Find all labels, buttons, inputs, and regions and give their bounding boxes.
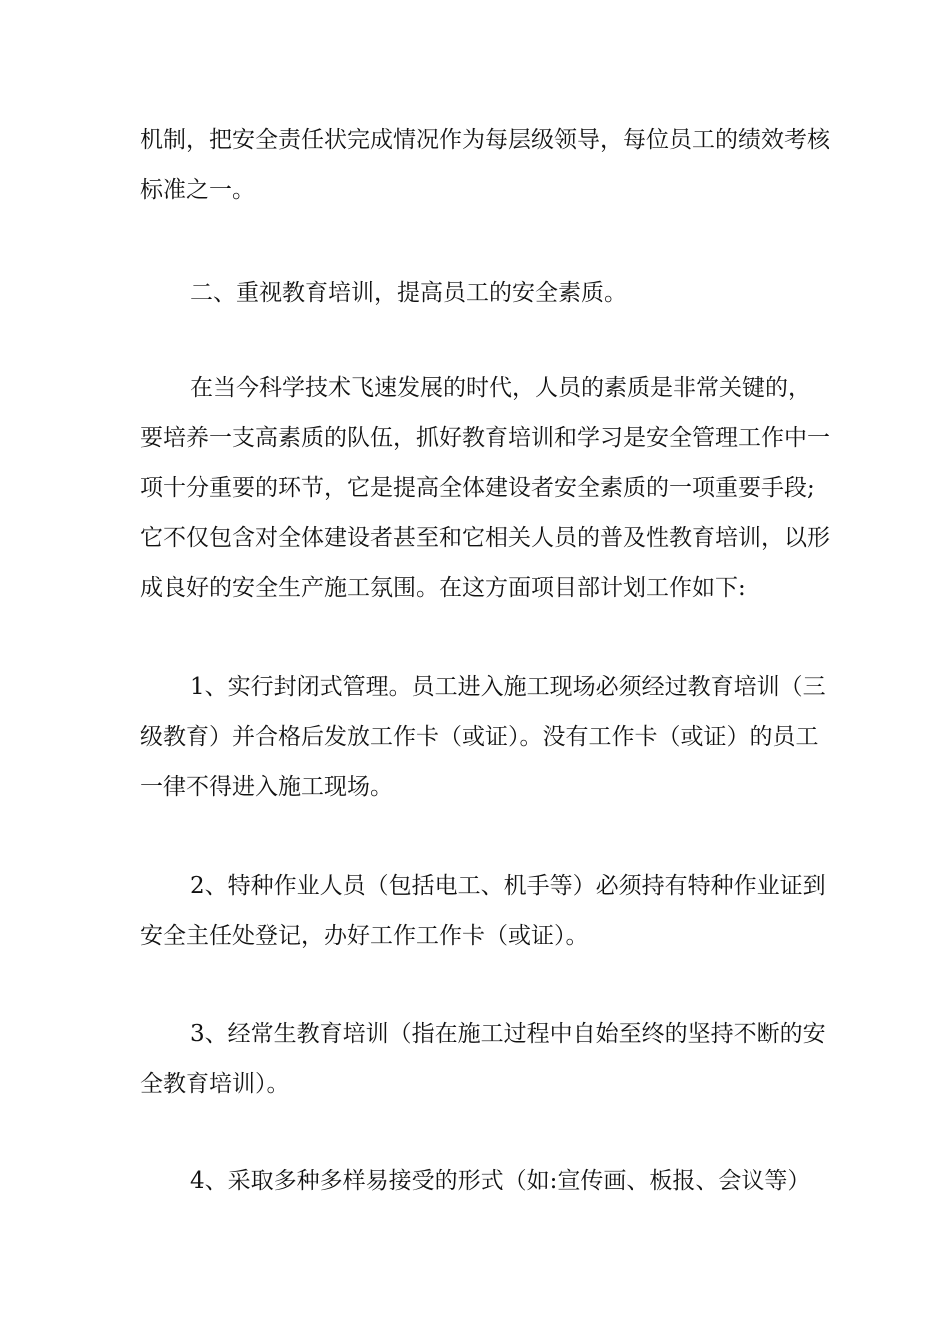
- list-item-line: 安全主任处登记，办好工作工作卡（或证）。: [140, 923, 589, 949]
- section-heading: 二、重视教育培训，提高员工的安全素质。: [190, 280, 627, 306]
- paragraph-line: 它不仅包含对全体建设者甚至和它相关人员的普及性教育培训，以形: [140, 525, 830, 551]
- list-item-line: 4、采取多种多样易接受的形式（如:宣传画、板报、会议等）: [190, 1168, 811, 1194]
- list-item-line: 1、实行封闭式管理。员工进入施工现场必须经过教育培训（三: [190, 674, 826, 700]
- list-item-line: 3、经常生教育培训（指在施工过程中自始至终的坚持不断的安: [190, 1021, 826, 1047]
- list-item-line: 级教育）并合格后发放工作卡（或证）。没有工作卡（或证）的员工: [140, 724, 819, 750]
- list-item-line: 全教育培训）。: [140, 1071, 290, 1097]
- paragraph-line: 项十分重要的环节，它是提高全体建设者安全素质的一项重要手段;: [140, 475, 815, 501]
- list-item-line: 一律不得进入施工现场。: [140, 774, 393, 800]
- list-item-line: 2、特种作业人员（包括电工、机手等）必须持有特种作业证到: [190, 873, 826, 899]
- paragraph-line: 标准之一。: [140, 177, 255, 203]
- paragraph-line: 机制，把安全责任状完成情况作为每层级领导，每位员工的绩效考核: [140, 127, 830, 153]
- paragraph-line: 要培养一支高素质的队伍，抓好教育培训和学习是安全管理工作中一: [140, 425, 830, 451]
- paragraph-line: 在当今科学技术飞速发展的时代，人员的素质是非常关键的，: [190, 375, 811, 401]
- paragraph-line: 成良好的安全生产施工氛围。在这方面项目部计划工作如下:: [140, 575, 746, 601]
